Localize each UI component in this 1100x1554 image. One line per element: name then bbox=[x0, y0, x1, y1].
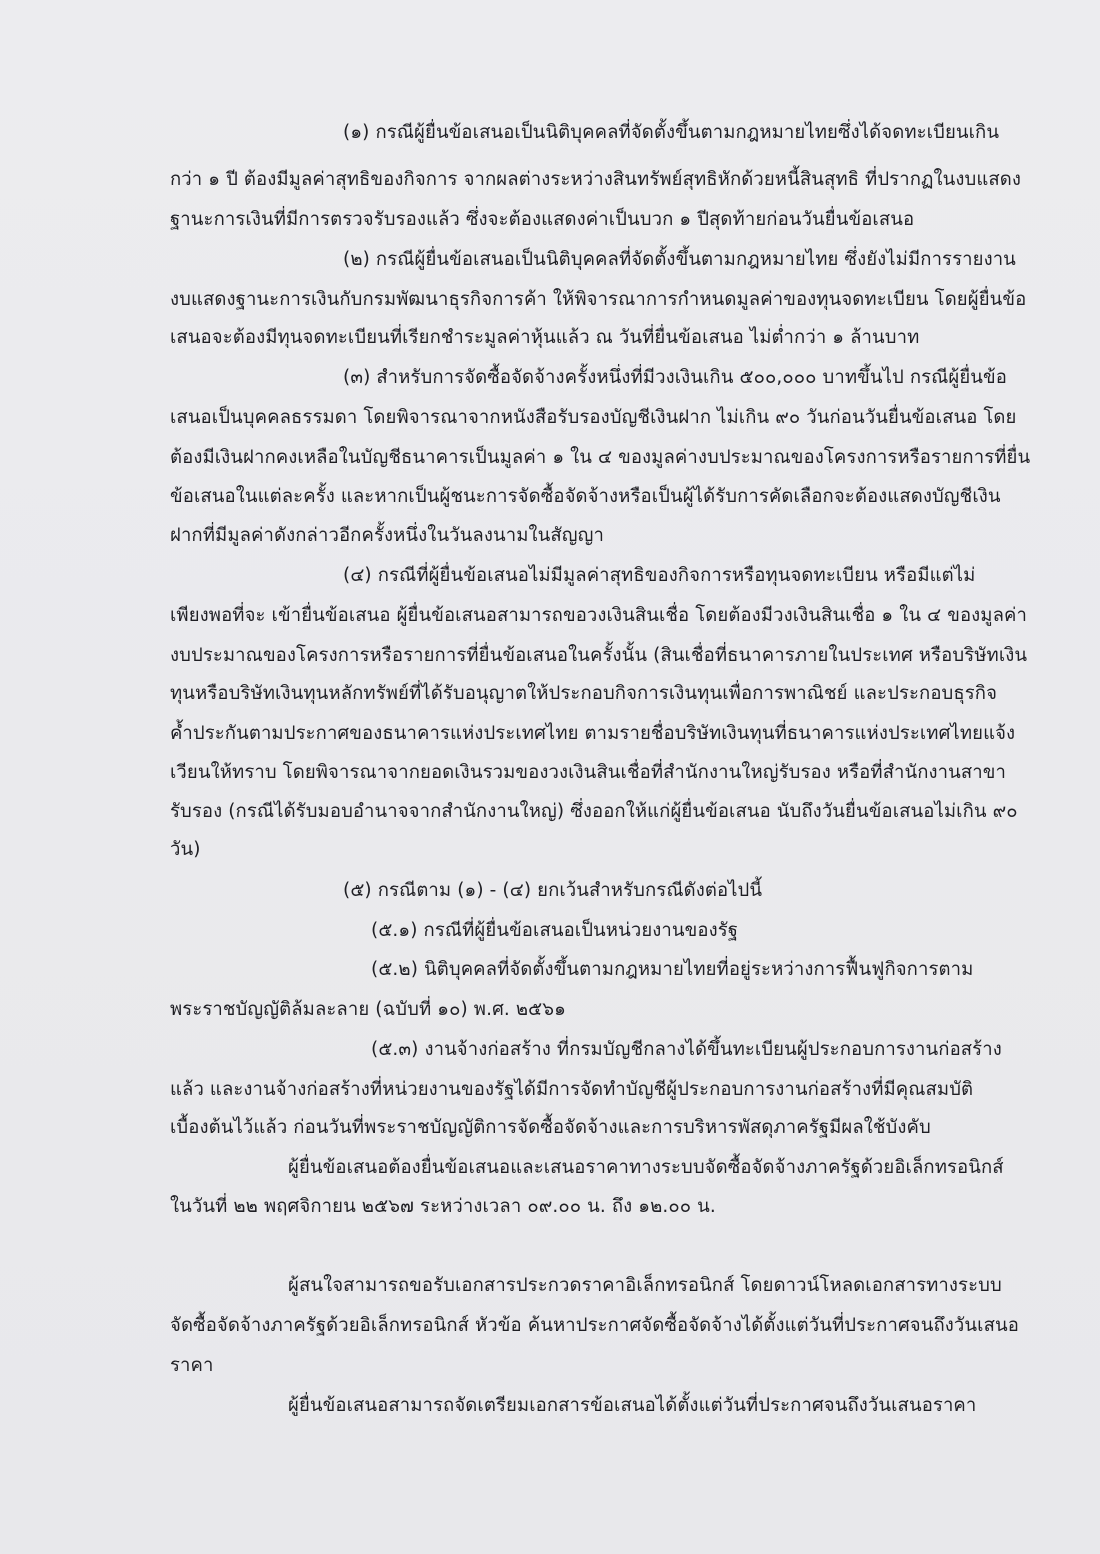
paragraph-3-line-3: ต้องมีเงินฝากคงเหลือในบัญชีธนาคารเป็นมูลค่า ๑ ใน ๔ ของมูลค่างบประมาณของโครงการหรือรายการที่ยื่น bbox=[170, 447, 1031, 468]
download-line-1: ผู้สนใจสามารถขอรับเอกสารประกวดราคาอิเล็กทรอนิกส์ โดยดาวน์โหลดเอกสารทางระบบ bbox=[288, 1275, 1002, 1296]
paragraph-4-line-1: (๔) กรณีที่ผู้ยื่นข้อเสนอไม่มีมูลค่าสุทธิของกิจการหรือทุนจดทะเบียน หรือมีแต่ไม่ bbox=[343, 565, 976, 586]
paragraph-3-line-4: ข้อเสนอในแต่ละครั้ง และหากเป็นผู้ชนะการจัดซื้อจัดจ้างหรือเป็นผู้ได้รับการคัดเลือกจะต้องแสดงบัญชีเงิน bbox=[170, 486, 1001, 507]
paragraph-5-2-line-2: พระราชบัญญัติล้มละลาย (ฉบับที่ ๑๐) พ.ศ. ๒๕๖๑ bbox=[170, 999, 566, 1020]
submission-line-1: ผู้ยื่นข้อเสนอต้องยื่นข้อเสนอและเสนอราคาทางระบบจัดซื้อจัดจ้างภาครัฐด้วยอิเล็กทรอนิกส์ bbox=[288, 1157, 1004, 1178]
download-line-2: จัดซื้อจัดจ้างภาครัฐด้วยอิเล็กทรอนิกส์ หัวข้อ ค้นหาประกาศจัดซื้อจัดจ้างได้ตั้งแต่วันที่ประกาศจนถึงวันเสนอ bbox=[170, 1315, 1019, 1336]
paragraph-5-2-line-1: (๕.๒) นิติบุคคลที่จัดตั้งขึ้นตามกฎหมายไทยที่อยู่ระหว่างการฟื้นฟูกิจการตาม bbox=[371, 959, 974, 980]
paragraph-5-line-1: (๕) กรณีตาม (๑) - (๔) ยกเว้นสำหรับกรณีดังต่อไปนี้ bbox=[343, 880, 763, 901]
paragraph-1-line-3: ฐานะการเงินที่มีการตรวจรับรองแล้ว ซึ่งจะต้องแสดงค่าเป็นบวก ๑ ปีสุดท้ายก่อนวันยื่นข้อเสนอ bbox=[170, 209, 915, 230]
paragraph-2-line-1: (๒) กรณีผู้ยื่นข้อเสนอเป็นนิติบุคคลที่จัดตั้งขึ้นตามกฎหมายไทย ซึ่งยังไม่มีการรายงาน bbox=[343, 249, 1016, 270]
submission-line-2: ในวันที่ ๒๒ พฤศจิกายน ๒๕๖๗ ระหว่างเวลา ๐๙.๐๐ น. ถึง ๑๒.๐๐ น. bbox=[170, 1196, 716, 1217]
paragraph-4-line-4: ทุนหรือบริษัทเงินทุนหลักทรัพย์ที่ได้รับอนุญาตให้ประกอบกิจการเงินทุนเพื่อการพาณิชย์ และประกอบธุรกิจ bbox=[170, 683, 998, 704]
prepare-documents-line: ผู้ยื่นข้อเสนอสามารถจัดเตรียมเอกสารข้อเสนอได้ตั้งแต่วันที่ประกาศจนถึงวันเสนอราคา bbox=[288, 1395, 977, 1416]
paragraph-4-line-2: เพียงพอที่จะ เข้ายื่นข้อเสนอ ผู้ยื่นข้อเสนอสามารถขอวงเงินสินเชื่อ โดยต้องมีวงเงินสินเชื่อ ๑ ใน ๔ ของมูลค่า bbox=[170, 605, 1027, 626]
paragraph-4-line-7: รับรอง (กรณีได้รับมอบอำนาจจากสำนักงานใหญ่) ซึ่งออกให้แก่ผู้ยื่นข้อเสนอ นับถึงวันยื่นข้อเสนอไม่เกิน ๙๐ bbox=[170, 801, 1018, 822]
paragraph-4-line-6: เวียนให้ทราบ โดยพิจารณาจากยอดเงินรวมของวงเงินสินเชื่อที่สำนักงานใหญ่รับรอง หรือที่สำนักงานสาขา bbox=[170, 762, 1006, 783]
paragraph-3-line-1: (๓) สำหรับการจัดซื้อจัดจ้างครั้งหนึ่งที่มีวงเงินเกิน ๕๐๐,๐๐๐ บาทขึ้นไป กรณีผู้ยื่นข้อ bbox=[343, 367, 1008, 388]
paragraph-2-line-3: เสนอจะต้องมีทุนจดทะเบียนที่เรียกชำระมูลค่าหุ้นแล้ว ณ วันที่ยื่นข้อเสนอ ไม่ต่ำกว่า ๑ ล้านบาท bbox=[170, 327, 920, 348]
paragraph-4-line-5: ค้ำประกันตามประกาศของธนาคารแห่งประเทศไทย ตามรายชื่อบริษัทเงินทุนที่ธนาคารแห่งประเทศไทยแจ้ง bbox=[170, 723, 1016, 744]
paragraph-5-1-line: (๕.๑) กรณีที่ผู้ยื่นข้อเสนอเป็นหน่วยงานของรัฐ bbox=[371, 920, 739, 941]
paragraph-1-line-2: กว่า ๑ ปี ต้องมีมูลค่าสุทธิของกิจการ จากผลต่างระหว่างสินทรัพย์สุทธิหักด้วยหนี้สินสุทธิ ที่ปรากฏในงบแสดง bbox=[170, 169, 1022, 190]
paragraph-5-3-line-1: (๕.๓) งานจ้างก่อสร้าง ที่กรมบัญชีกลางได้ขึ้นทะเบียนผู้ประกอบการงานก่อสร้าง bbox=[371, 1039, 1002, 1060]
paragraph-3-line-2: เสนอเป็นบุคคลธรรมดา โดยพิจารณาจากหนังสือรับรองบัญชีเงินฝาก ไม่เกิน ๙๐ วันก่อนวันยื่นข้อเสนอ โดย bbox=[170, 407, 1017, 428]
paragraph-5-3-line-3: เบื้องต้นไว้แล้ว ก่อนวันที่พระราชบัญญัติการจัดซื้อจัดจ้างและการบริหารพัสดุภาครัฐมีผลใช้บังคับ bbox=[170, 1117, 931, 1138]
paragraph-4-line-3: งบประมาณของโครงการหรือรายการที่ยื่นข้อเสนอในครั้งนั้น (สินเชื่อที่ธนาคารภายในประเทศ หรือบริษัทเงิน bbox=[170, 645, 1028, 666]
paragraph-3-line-5: ฝากที่มีมูลค่าดังกล่าวอีกครั้งหนึ่งในวันลงนามในสัญญา bbox=[170, 525, 605, 546]
paragraph-5-3-line-2: แล้ว และงานจ้างก่อสร้างที่หน่วยงานของรัฐได้มีการจัดทำบัญชีผู้ประกอบการงานก่อสร้างที่มีคุณสมบัติ bbox=[170, 1079, 974, 1100]
paragraph-1-line-1: (๑) กรณีผู้ยื่นข้อเสนอเป็นนิติบุคคลที่จัดตั้งขึ้นตามกฎหมายไทยซึ่งได้จดทะเบียนเกิน bbox=[343, 122, 1000, 143]
download-line-3: ราคา bbox=[170, 1355, 214, 1376]
paragraph-2-line-2: งบแสดงฐานะการเงินกับกรมพัฒนาธุรกิจการค้า ให้พิจารณาการกำหนดมูลค่าของทุนจดทะเบียน โดยผู้ยื่นข้อ bbox=[170, 289, 1027, 310]
paragraph-4-line-8: วัน) bbox=[170, 839, 201, 860]
